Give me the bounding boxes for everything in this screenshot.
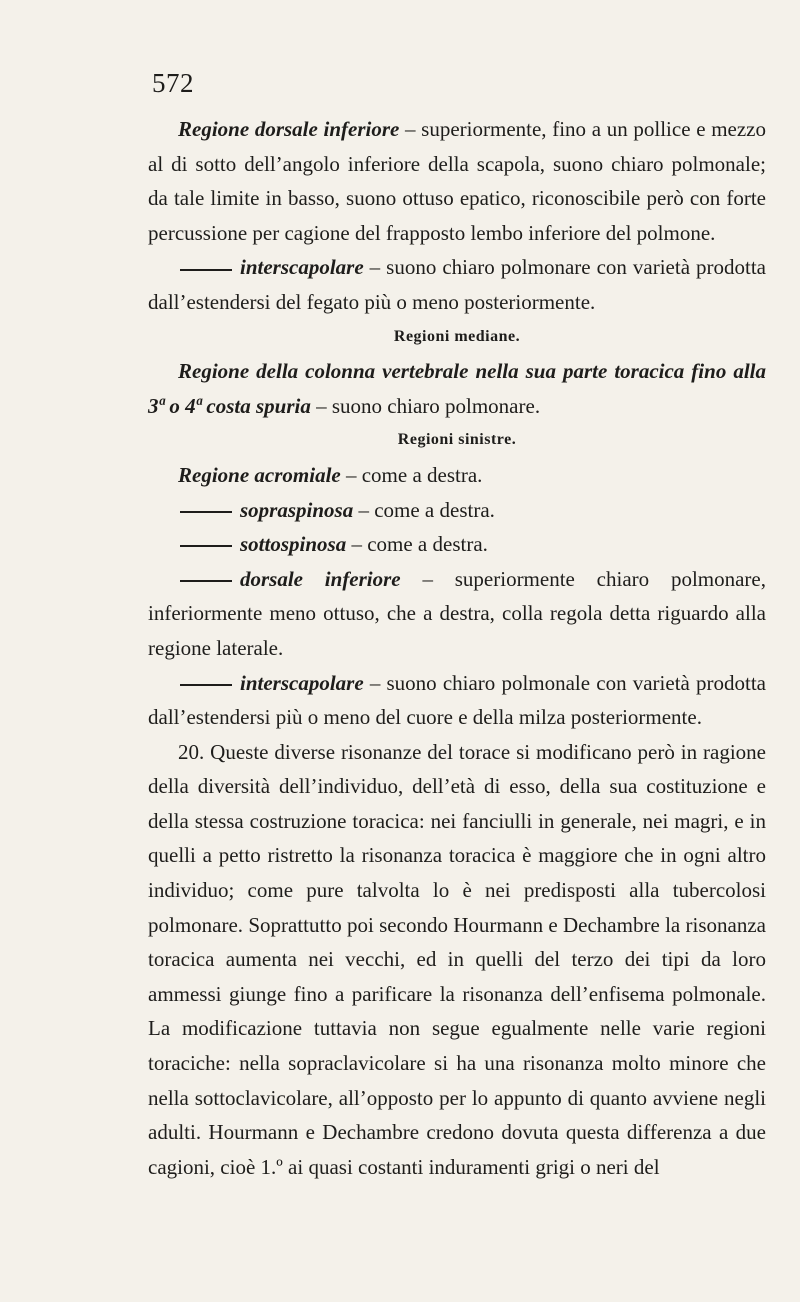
description: – superiormente, fino a un pollice e mezzo al di sotto dell’angolo inferiore della scapola, suono chiaro polmonale; da tale limite in basso, suono ottuso epatico, riconoscibile però con forte percussione per cagione del frapposto lembo inferiore del polmone. bbox=[148, 117, 766, 245]
description: – come a destra. bbox=[340, 462, 483, 487]
term: interscapolare bbox=[240, 255, 364, 280]
ditto-dash bbox=[180, 684, 232, 686]
ditto-dash bbox=[180, 580, 232, 582]
paragraph-interscapolare-sinistra bbox=[148, 666, 766, 735]
term: interscapolare bbox=[240, 670, 364, 695]
paragraph-dorsale-inferiore bbox=[148, 112, 766, 250]
term: sopraspinosa bbox=[240, 497, 354, 522]
paragraph-20: 20. Queste diverse risonanze del torace si modificano però in ragione della diversità dell’individuo, dell’età di esso, della sua costituzione e della stessa costruzione toracica: nei fanciulli in generale, nei magri, e in quelli a petto ristretto la risonanza toracica è maggiore che in ogni altro individuo; come pure talvolta lo è nei predisposti alla tubercolosi polmonare. Soprattutto poi secondo Hourmann e Dechambre la risonanza toracica aumenta nei vecchi, ed in quelli del terzo dei tipi da loro ammessi giunge fino a parificare la risonanza dell’enfisema polmonale. La modificazione tuttavia non segue egualmente nelle varie regioni toraciche: nella sopraclavicolare si ha una risonanza molto minore che nella sottoclavicolare, all’opposto per lo appunto di quanto avviene negli adulti. Hourmann e Dechambre credono dovuta questa differenza a due cagioni, cioè 1.º ai quasi costanti induramenti grigi o neri del bbox=[148, 739, 766, 1179]
paragraph-dorsale-inferiore-sinistra bbox=[148, 562, 766, 666]
description: – come a destra. bbox=[346, 532, 488, 557]
description: – suono chiaro polmonale con varietà prodotta dall’estendersi più o meno del cuore e della milza posteriormente. bbox=[148, 670, 766, 730]
paragraph-interscapolare bbox=[148, 250, 766, 319]
ditto-dash bbox=[180, 269, 232, 271]
term: sottospinosa bbox=[240, 532, 347, 557]
description: – suono chiaro polmonare con varietà prodotta dall’estendersi del fegato più o meno posteriormente. bbox=[148, 255, 766, 314]
term: Regione acromiale bbox=[178, 462, 341, 487]
term: dorsale inferiore bbox=[240, 566, 401, 591]
description: – come a destra. bbox=[353, 497, 495, 522]
paragraph-sopraspinosa bbox=[148, 493, 766, 528]
ditto-dash bbox=[180, 511, 232, 513]
section-heading-mediane: Regioni mediane. bbox=[393, 327, 521, 345]
term: Regione della colonna vertebrale nella sua parte toracica fino alla 3ª o 4ª costa spuria bbox=[148, 359, 766, 418]
paragraph-colonna-vertebrale bbox=[148, 354, 766, 423]
paragraph-acromiale bbox=[148, 458, 766, 493]
description: – suono chiaro polmonare. bbox=[310, 393, 541, 418]
page-number: 572 bbox=[152, 68, 194, 98]
ditto-dash bbox=[180, 545, 232, 547]
paragraph-sottospinosa bbox=[148, 527, 766, 562]
page-text bbox=[148, 112, 766, 1184]
section-heading-sinistre: Regioni sinistre. bbox=[397, 431, 517, 449]
description: – superiormente chiaro polmonare, inferiormente meno ottuso, che a destra, colla regola detta riguardo alla regione laterale. bbox=[148, 566, 767, 660]
term: Regione dorsale inferiore bbox=[178, 117, 400, 141]
